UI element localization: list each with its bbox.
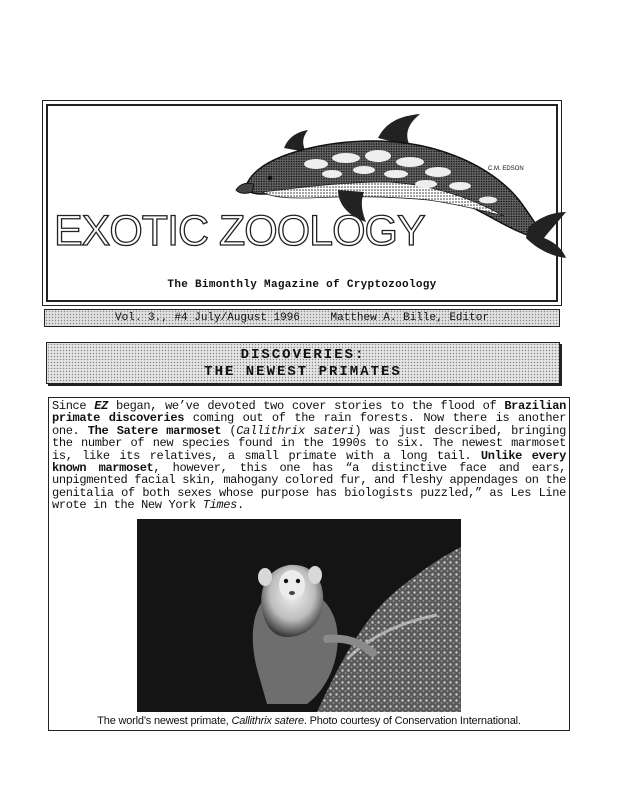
story-box (48, 397, 570, 731)
article-text: coming out of the rain forests. Now there is another one. (52, 411, 566, 438)
magazine-title: EXOTIC ZOOLOGY (54, 207, 425, 255)
article-text: began, we’ve devoted two cover stories to the flood of (107, 399, 505, 413)
volume-info: Vol. 3., #4 July/August 1996 (115, 312, 300, 324)
article-species-name: Callithrix sateri (236, 423, 355, 438)
magazine-tagline: The Bimonthly Magazine of Cryptozoology (167, 279, 437, 291)
artist-signature: C.M. EDSON (488, 166, 524, 172)
article-text: ) was just described, bringing the number of new species found in the 1990s to six. The newest marmoset is, like its relatives, a small primate with a long tail. (52, 423, 566, 463)
article-emphasis: Unlike every known marmoset (52, 448, 567, 476)
caption-text: The world’s newest primate, (97, 715, 232, 727)
article-text: Since (52, 399, 95, 413)
editor-info: Matthew A. Bille, Editor (330, 312, 489, 324)
photo-caption (49, 715, 569, 727)
article-text: , however, this one has “a distinctive face and ears, unpigmented facial skin, mahogany colored fur, and fleshy appendages on the genitalia of both sexes whose purpose has biologists puzzled,” as Les Line wrote in the New York (52, 461, 566, 513)
masthead (42, 100, 562, 306)
article-emphasis: The Satere marmoset (87, 423, 222, 438)
headline-line-2: THE NEWEST PRIMATES (204, 364, 402, 380)
article-ez: EZ (94, 399, 108, 413)
article-paragraph (52, 400, 566, 512)
issue-info-bar (44, 309, 560, 327)
caption-text: . Photo courtesy of Conservation International. (303, 715, 521, 727)
article-text: . (237, 498, 244, 513)
headline-box (46, 342, 560, 384)
article-emphasis: Brazilian primate discoveries (52, 399, 566, 426)
article-publication-name: Times (202, 498, 237, 513)
masthead-frame (46, 104, 558, 302)
caption-species-name: Callithrix satere (231, 715, 304, 727)
article-text: ( (221, 423, 237, 438)
marmoset-photo (137, 519, 461, 712)
headline-line-1: DISCOVERIES: (240, 347, 366, 363)
